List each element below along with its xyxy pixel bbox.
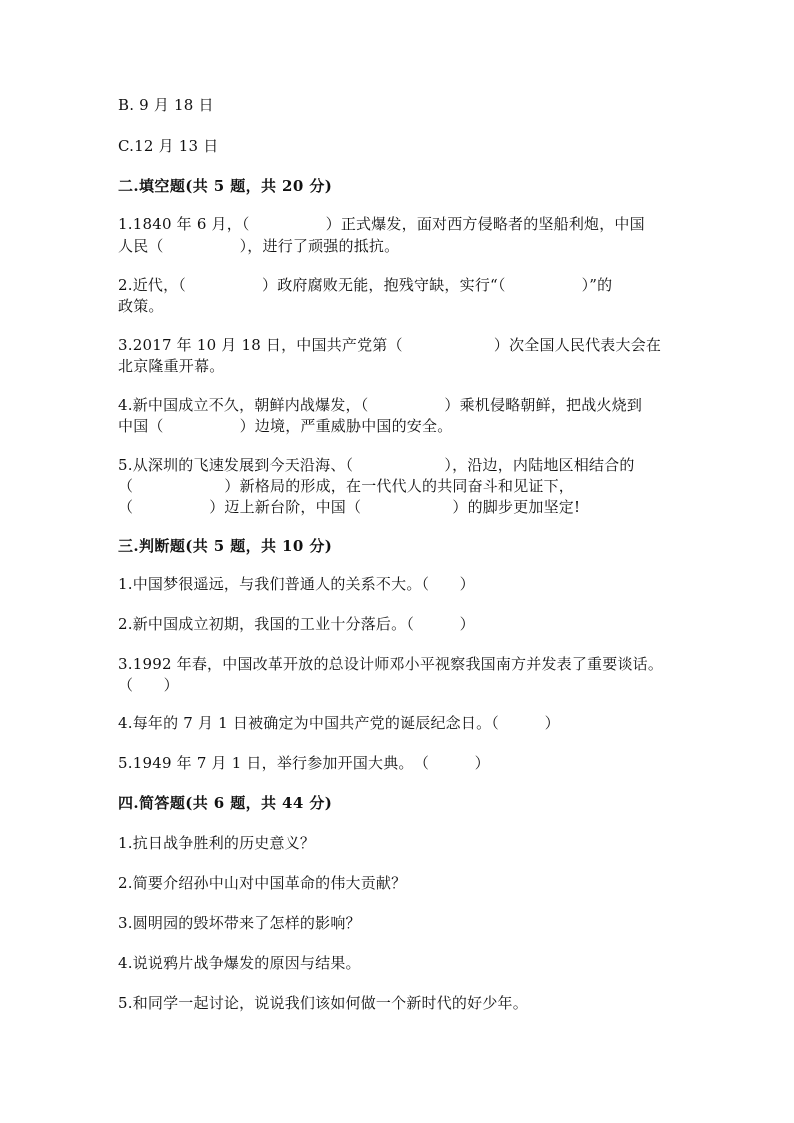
fill-in-q2-line2: 政策。 — [118, 297, 164, 315]
short-answer-q5: 5.和同学一起讨论，说说我们该如何做一个新时代的好少年。 — [118, 994, 528, 1012]
fill-in-q3-line1: 3.2017 年 10 月 18 日，中国共产党第（ ）次全国人民代表大会在 — [118, 336, 662, 354]
section-heading-fill-in: 二.填空题(共 5 题，共 20 分) — [118, 177, 333, 195]
section-heading-short-answer: 四.简答题(共 6 题，共 44 分) — [118, 794, 333, 812]
judgment-q2: 2.新中国成立初期，我国的工业十分落后。（ ） — [118, 615, 475, 633]
fill-in-q1-line1: 1.1840 年 6 月，（ ）正式爆发，面对西方侵略者的坚船利炮，中国 — [118, 215, 645, 233]
section-heading-judgment: 三.判断题(共 5 题，共 10 分) — [118, 537, 333, 555]
fill-in-q3-line2: 北京隆重开幕。 — [118, 357, 225, 375]
fill-in-q4-line2: 中国（ ）边境，严重威胁中国的安全。 — [118, 417, 453, 435]
judgment-q3-line2: （ ） — [118, 676, 179, 694]
choice-option-c: C.12 月 13 日 — [118, 137, 219, 155]
judgment-q3-line1: 3.1992 年春，中国改革开放的总设计师邓小平视察我国南方并发表了重要谈话。 — [118, 655, 664, 673]
fill-in-q1-line2: 人民（ ），进行了顽强的抵抗。 — [118, 237, 400, 255]
judgment-q5: 5.1949 年 7 月 1 日，举行参加开国大典。 （ ） — [118, 754, 490, 772]
fill-in-q4-line1: 4.新中国成立不久，朝鲜内战爆发，（ ）乘机侵略朝鲜，把战火烧到 — [118, 396, 643, 414]
fill-in-q2-line1: 2.近代，（ ）政府腐败无能，抱残守缺，实行“（ ）”的 — [118, 276, 613, 294]
short-answer-q2: 2.简要介绍孙中山对中国革命的伟大贡献？ — [118, 874, 407, 892]
judgment-q4: 4.每年的 7 月 1 日被确定为中国共产党的诞辰纪念日。（ ） — [118, 714, 560, 732]
choice-option-b: B. 9 月 18 日 — [118, 96, 214, 114]
fill-in-q5-line3: （ ）迈上新台阶，中国（ ）的脚步更加坚定! — [118, 498, 581, 516]
fill-in-q5-line1: 5.从深圳的飞速发展到今天沿海、（ ），沿边，内陆地区相结合的 — [118, 456, 635, 474]
judgment-q1: 1.中国梦很遥远，与我们普通人的关系不大。（ ） — [118, 575, 475, 593]
short-answer-q1: 1.抗日战争胜利的历史意义？ — [118, 834, 316, 852]
short-answer-q3: 3.圆明园的毁坏带来了怎样的影响？ — [118, 914, 361, 932]
fill-in-q5-line2: （ ）新格局的形成，在一代代人的共同奋斗和见证下， — [118, 477, 575, 495]
short-answer-q4: 4.说说鸦片战争爆发的原因与结果。 — [118, 954, 361, 972]
